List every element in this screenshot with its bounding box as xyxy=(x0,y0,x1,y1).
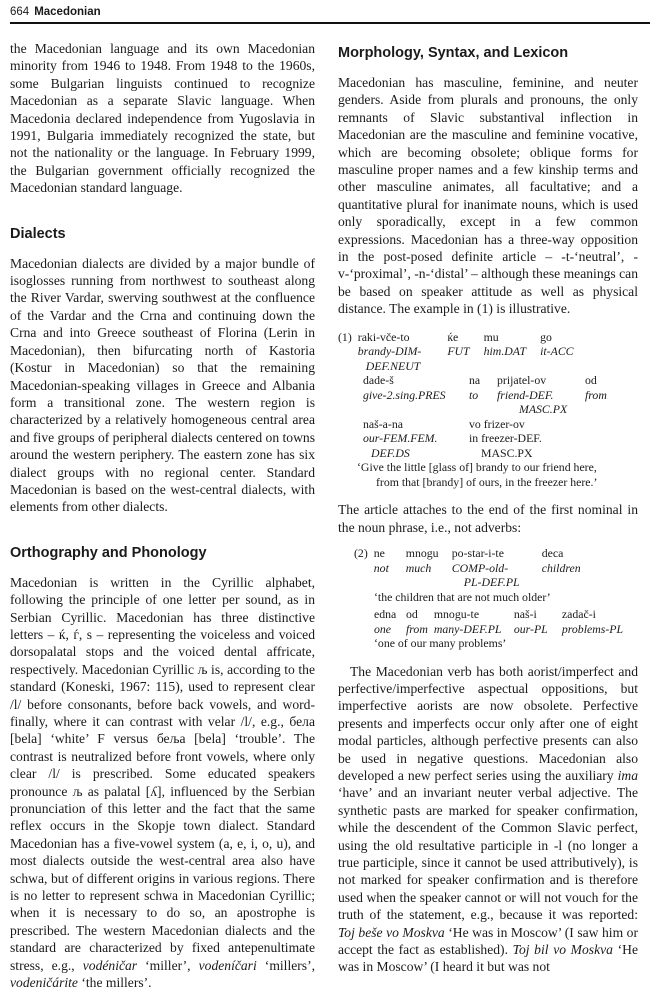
example-word: mnogu xyxy=(405,546,439,560)
example-gloss: children xyxy=(541,560,581,575)
example-2 xyxy=(338,546,638,651)
example-translation: from that [brandy] of ours, in the freezer here.’ xyxy=(376,474,598,489)
orthography-text: Macedonian is written in the Cyrillic alphabet, following the principle of one letter per sound, as in Serbian Cyrillic. Macedonian has three distinctive letters – ќ, ѓ, ѕ – representing the voiceless and voiced dorsopalatal stops and the voiced dental affricate, respectively. Macedonian Cyrillic љ is, according to the standard (Koneski, 1967: 115), used to represent clear /l/ before consonants, before back vowels, and word-finally, where it can contrast with velar /l/, e.g., бела [bela] ‘white’ F versus беља [bela] ‘trouble’. The contrast is neutralized before front vowels, where only clear /l/ is prescribed. Some educated speakers pronounce љ as palatal [ʎ], influenced by the Serbian pronunciation of this letter and the fact that the same reflex occurs in the Skopje town dialect. Standard Macedonian has a five-vowel system (a, e, i, o, u), and most dialects outside the west-central area also have schwa, but of different origins in various regions. There is no letter to represent schwa in Macedonian Cyrillic; when it is necessary to do so, an apostrophe is prescribed. The western Macedonian dialects and the standard are characterized by fixed antepenultimate stress, e.g., xyxy=(10,574,315,973)
example-word: od xyxy=(585,373,597,388)
example-gloss: it-ACC xyxy=(540,344,574,359)
example-gloss: our-PL xyxy=(513,621,548,636)
example-gloss: from xyxy=(406,621,428,636)
example-gloss: ‘He was in Moscow’ (I saw him or accept the fact as established). xyxy=(338,924,638,957)
header-rule xyxy=(10,22,650,24)
example-gloss: from xyxy=(585,387,607,402)
page-number: 664 xyxy=(10,6,30,18)
example-word: vodeníčari xyxy=(198,957,257,973)
example-gloss: our-FEM.FEM. xyxy=(363,431,438,446)
example-gloss: in freezer-DEF. xyxy=(469,431,542,446)
example-sentence: Toj beše vo Moskva xyxy=(338,924,445,940)
example-sentence: Toj bil vo Moskva xyxy=(512,942,613,957)
orthography-paragraph xyxy=(10,574,315,992)
example-gloss: ‘the millers’. xyxy=(77,975,152,991)
example-word: naš-a-na xyxy=(363,416,403,431)
verb-paragraph xyxy=(338,663,638,976)
left-column xyxy=(10,40,315,992)
example-gloss: ‘millers’, xyxy=(256,957,315,973)
example-word: edna xyxy=(374,607,397,621)
example-word: zadač-i xyxy=(561,607,596,621)
example-gloss: much xyxy=(405,560,432,575)
example-word: deca xyxy=(541,546,564,560)
example-word: prijatel-ov xyxy=(497,373,547,388)
running-header xyxy=(10,6,650,18)
example-word: raki-vče-to xyxy=(357,329,410,344)
example-gloss: give-2.sing.PRES xyxy=(363,387,446,402)
example-gloss: ‘miller’, xyxy=(137,957,191,973)
example-word: mnogu-te xyxy=(433,607,480,621)
example-word: vodéničar xyxy=(82,957,138,973)
right-column xyxy=(338,44,638,976)
article-paragraph: The article attaches to the end of the first nominal in the noun phrase, i.e., not adverbs: xyxy=(338,502,638,535)
example-gloss: DEF.DS xyxy=(371,445,410,460)
example-translation: ‘the children that are not much older’ xyxy=(374,589,551,604)
example-gloss: problems-PL xyxy=(561,621,624,636)
section-heading-orthography: Orthography and Phonology xyxy=(10,544,207,561)
example-gloss: brandy-DIM- xyxy=(357,344,422,359)
example-word: go xyxy=(540,329,552,344)
example-word: mu xyxy=(483,329,499,344)
verb-text: The Macedonian verb has both aorist/imperfect and perfective/imperfective aspectual oppositions, but imperfective aorists are now obsolete. Perfective presents and imperfects occur only after one of eight modal particles, although perfective presents can also be used in negative questions. Macedonian also developed a new perfect series using the auxiliary xyxy=(338,663,638,783)
example-word: od xyxy=(406,607,418,621)
example-gloss: DEF.NEUT xyxy=(365,358,421,373)
example-gloss: ‘He was in Moscow’ (I heard it but was not xyxy=(338,942,638,975)
example-word: ima xyxy=(617,767,638,783)
example-number: (1) xyxy=(338,329,352,344)
verb-text: ‘have’ and an invariant neuter verbal adjective. The synthetic pasts are marked for speaker confirmation, while the descendent of the Common Slavic perfect, using the old resultative participle in -l (no longer a true participle, since it cannot be used attributively), is not marked for speaker confirmation and is therefore used when the speaker cannot or will not vouch for the truth of the statement, e.g., because it was reported: xyxy=(338,785,638,923)
example-gloss: MASC.PX xyxy=(481,445,533,460)
running-title: Macedonian xyxy=(34,6,101,18)
example-gloss: one xyxy=(374,621,392,636)
dialects-paragraph: Macedonian dialects are divided by a major bundle of isoglosses running from northwest to southeast along the River Vardar, swerving southwest at the confluence of the Vardar and the Crna and continuing down the Crna and into Greece southeast of Florina (Lerin in Macedonian), then bifurcating north of Kastoria (Kostur in Macedonian) so that the remaining Macedonian-speaking villages in Greece and Albania form a transitional zone. The western region is characterized by a relatively homogeneous central area and five groups of peripheral dialects centered on towns around the western periphery. The eastern zone has six dialect groups with no regional center. Standard Macedonian is based on the west-central dialects, with elements from other dialects. xyxy=(10,255,315,515)
example-gloss: COMP-old- xyxy=(451,560,509,575)
section-heading-morphology: Morphology, Syntax, and Lexicon xyxy=(338,45,569,61)
example-gloss: MASC.PX xyxy=(519,402,568,417)
example-word: ќe xyxy=(447,329,459,344)
example-gloss: FUT xyxy=(447,344,470,359)
example-word: naš-i xyxy=(513,607,537,621)
example-word: po-star-i-te xyxy=(451,546,504,560)
example-gloss: him.DAT xyxy=(483,344,527,359)
example-word: dade-š xyxy=(363,373,394,388)
example-word: vo frizer-ov xyxy=(469,416,525,431)
example-1 xyxy=(338,330,638,490)
example-gloss: not xyxy=(373,560,389,575)
section-heading-dialects: Dialects xyxy=(10,225,66,242)
example-number: (2) xyxy=(354,546,368,560)
intro-paragraph: the Macedonian language and its own Macedonian minority from 1946 to 1948. From 1948 to the 1960s, some Bulgarian linguists continued to recognize Macedonian as a separate Slavic language. When Macedonia declared independence from Yugoslavia in 1991, Bulgaria immediately recognized the state, but not the nationality or the language. In February 1999, the Bulgarian government officially recognized the Macedonian standard language. xyxy=(10,41,315,196)
example-translation: ‘one of our many problems’ xyxy=(374,636,507,650)
morphology-paragraph: Macedonian has masculine, feminine, and neuter genders. Aside from plurals and pronouns, the only remnants of Slavic substantival inflection in Macedonian are the masculine and feminine vocative, which are becoming obsolete; oblique forms for masculine proper names and a few kinship terms and other masculine animates, all facultative; and a quantitative plural for inanimate nouns, which is used only sporadically, except in a few common expressions. Macedonian has a three-way opposition in the post-posed definite article – -t-‘neutral’, -v-‘proximal’, -n-‘distal’ – although these meanings can be based on speaker attitude as well as physical distance. The example in (1) is illustrative. xyxy=(338,75,638,317)
example-gloss: many-DEF.PL xyxy=(433,621,502,636)
example-word: na xyxy=(469,373,481,388)
example-gloss: friend-DEF. xyxy=(497,387,554,402)
example-gloss: PL-DEF.PL xyxy=(463,575,520,589)
example-translation: ‘Give the little [glass of] brandy to our friend here, xyxy=(357,460,597,475)
example-gloss: to xyxy=(469,387,479,402)
example-word: vodeničárite xyxy=(10,975,78,991)
example-word: ne xyxy=(373,546,385,560)
